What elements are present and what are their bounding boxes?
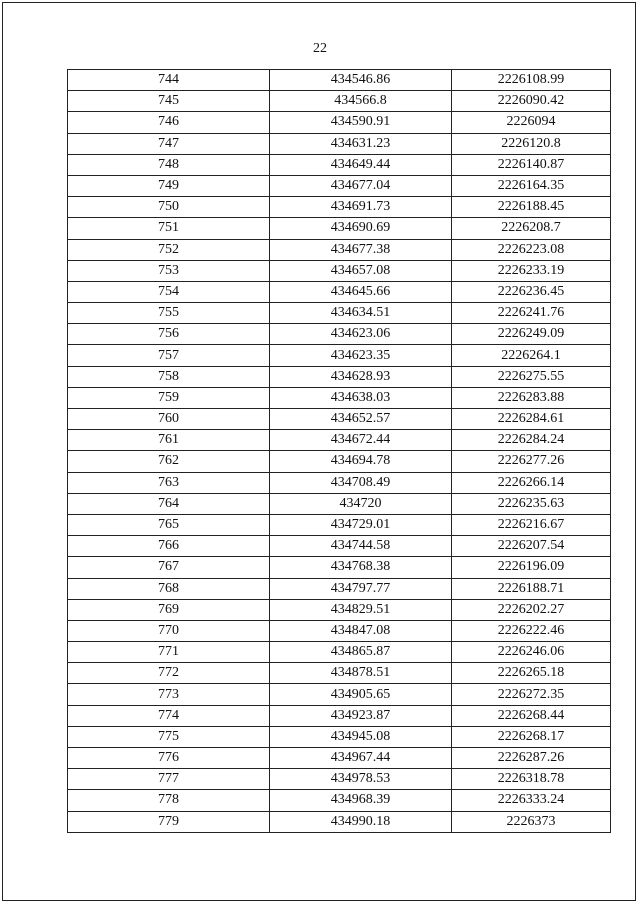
point-number-cell: 768 xyxy=(68,578,270,599)
y-coordinate-cell: 2226275.55 xyxy=(452,366,611,387)
table-row xyxy=(68,748,611,769)
point-number-cell: 769 xyxy=(68,599,270,620)
x-coordinate-cell: 434768.38 xyxy=(270,557,452,578)
y-coordinate-cell: 2226287.26 xyxy=(452,748,611,769)
x-coordinate-cell: 434797.77 xyxy=(270,578,452,599)
y-coordinate-cell: 2226108.99 xyxy=(452,70,611,91)
x-coordinate-cell: 434645.66 xyxy=(270,281,452,302)
x-coordinate-cell: 434878.51 xyxy=(270,663,452,684)
point-number-cell: 758 xyxy=(68,366,270,387)
table-row xyxy=(68,790,611,811)
table-row xyxy=(68,811,611,832)
point-number-cell: 772 xyxy=(68,663,270,684)
x-coordinate-cell: 434744.58 xyxy=(270,536,452,557)
table-row xyxy=(68,642,611,663)
table-row xyxy=(68,578,611,599)
point-number-cell: 745 xyxy=(68,91,270,112)
y-coordinate-cell: 2226318.78 xyxy=(452,769,611,790)
table-row xyxy=(68,303,611,324)
table-row xyxy=(68,197,611,218)
point-number-cell: 744 xyxy=(68,70,270,91)
table-row xyxy=(68,112,611,133)
point-number-cell: 777 xyxy=(68,769,270,790)
point-number-cell: 754 xyxy=(68,281,270,302)
table-row xyxy=(68,154,611,175)
x-coordinate-cell: 434657.08 xyxy=(270,260,452,281)
x-coordinate-cell: 434691.73 xyxy=(270,197,452,218)
y-coordinate-cell: 2226223.08 xyxy=(452,239,611,260)
x-coordinate-cell: 434634.51 xyxy=(270,303,452,324)
y-coordinate-cell: 2226266.14 xyxy=(452,472,611,493)
x-coordinate-cell: 434829.51 xyxy=(270,599,452,620)
point-number-cell: 760 xyxy=(68,409,270,430)
y-coordinate-cell: 2226222.46 xyxy=(452,620,611,641)
x-coordinate-cell: 434978.53 xyxy=(270,769,452,790)
point-number-cell: 762 xyxy=(68,451,270,472)
point-number-cell: 750 xyxy=(68,197,270,218)
point-number-cell: 774 xyxy=(68,705,270,726)
point-number-cell: 757 xyxy=(68,345,270,366)
table-row xyxy=(68,324,611,345)
y-coordinate-cell: 2226164.35 xyxy=(452,175,611,196)
table-row xyxy=(68,620,611,641)
y-coordinate-cell: 2226241.76 xyxy=(452,303,611,324)
point-number-cell: 763 xyxy=(68,472,270,493)
point-number-cell: 776 xyxy=(68,748,270,769)
x-coordinate-cell: 434968.39 xyxy=(270,790,452,811)
point-number-cell: 779 xyxy=(68,811,270,832)
point-number-cell: 775 xyxy=(68,726,270,747)
x-coordinate-cell: 434677.04 xyxy=(270,175,452,196)
x-coordinate-cell: 434649.44 xyxy=(270,154,452,175)
y-coordinate-cell: 2226249.09 xyxy=(452,324,611,345)
x-coordinate-cell: 434672.44 xyxy=(270,430,452,451)
x-coordinate-cell: 434623.06 xyxy=(270,324,452,345)
y-coordinate-cell: 2226246.06 xyxy=(452,642,611,663)
x-coordinate-cell: 434694.78 xyxy=(270,451,452,472)
table-row xyxy=(68,281,611,302)
y-coordinate-cell: 2226284.61 xyxy=(452,409,611,430)
table-row xyxy=(68,514,611,535)
table-row xyxy=(68,218,611,239)
y-coordinate-cell: 2226333.24 xyxy=(452,790,611,811)
x-coordinate-cell: 434631.23 xyxy=(270,133,452,154)
table-row xyxy=(68,493,611,514)
table-row xyxy=(68,91,611,112)
x-coordinate-cell: 434677.38 xyxy=(270,239,452,260)
coordinates-table xyxy=(67,69,611,833)
x-coordinate-cell: 434720 xyxy=(270,493,452,514)
table-row xyxy=(68,472,611,493)
point-number-cell: 771 xyxy=(68,642,270,663)
table-row xyxy=(68,239,611,260)
table-row xyxy=(68,366,611,387)
point-number-cell: 766 xyxy=(68,536,270,557)
y-coordinate-cell: 2226268.44 xyxy=(452,705,611,726)
y-coordinate-cell: 2226208.7 xyxy=(452,218,611,239)
table-row xyxy=(68,175,611,196)
point-number-cell: 773 xyxy=(68,684,270,705)
point-number-cell: 770 xyxy=(68,620,270,641)
point-number-cell: 778 xyxy=(68,790,270,811)
y-coordinate-cell: 2226284.24 xyxy=(452,430,611,451)
x-coordinate-cell: 434905.65 xyxy=(270,684,452,705)
table-row xyxy=(68,705,611,726)
point-number-cell: 748 xyxy=(68,154,270,175)
y-coordinate-cell: 2226283.88 xyxy=(452,387,611,408)
point-number-cell: 756 xyxy=(68,324,270,345)
point-number-cell: 765 xyxy=(68,514,270,535)
point-number-cell: 761 xyxy=(68,430,270,451)
y-coordinate-cell: 2226140.87 xyxy=(452,154,611,175)
y-coordinate-cell: 2226207.54 xyxy=(452,536,611,557)
table-row xyxy=(68,726,611,747)
y-coordinate-cell: 2226236.45 xyxy=(452,281,611,302)
y-coordinate-cell: 2226277.26 xyxy=(452,451,611,472)
x-coordinate-cell: 434652.57 xyxy=(270,409,452,430)
y-coordinate-cell: 2226264.1 xyxy=(452,345,611,366)
x-coordinate-cell: 434546.86 xyxy=(270,70,452,91)
x-coordinate-cell: 434967.44 xyxy=(270,748,452,769)
table-row xyxy=(68,451,611,472)
x-coordinate-cell: 434729.01 xyxy=(270,514,452,535)
x-coordinate-cell: 434847.08 xyxy=(270,620,452,641)
table-row xyxy=(68,663,611,684)
table-row xyxy=(68,684,611,705)
y-coordinate-cell: 2226373 xyxy=(452,811,611,832)
point-number-cell: 751 xyxy=(68,218,270,239)
x-coordinate-cell: 434945.08 xyxy=(270,726,452,747)
x-coordinate-cell: 434623.35 xyxy=(270,345,452,366)
y-coordinate-cell: 2226090.42 xyxy=(452,91,611,112)
x-coordinate-cell: 434566.8 xyxy=(270,91,452,112)
y-coordinate-cell: 2226196.09 xyxy=(452,557,611,578)
y-coordinate-cell: 2226188.45 xyxy=(452,197,611,218)
x-coordinate-cell: 434990.18 xyxy=(270,811,452,832)
table-row xyxy=(68,769,611,790)
page-number: 22 xyxy=(313,41,327,56)
y-coordinate-cell: 2226268.17 xyxy=(452,726,611,747)
y-coordinate-cell: 2226216.67 xyxy=(452,514,611,535)
point-number-cell: 753 xyxy=(68,260,270,281)
x-coordinate-cell: 434708.49 xyxy=(270,472,452,493)
table-row xyxy=(68,345,611,366)
x-coordinate-cell: 434638.03 xyxy=(270,387,452,408)
point-number-cell: 749 xyxy=(68,175,270,196)
x-coordinate-cell: 434690.69 xyxy=(270,218,452,239)
table-row xyxy=(68,409,611,430)
point-number-cell: 755 xyxy=(68,303,270,324)
y-coordinate-cell: 2226094 xyxy=(452,112,611,133)
table-row xyxy=(68,387,611,408)
x-coordinate-cell: 434628.93 xyxy=(270,366,452,387)
y-coordinate-cell: 2226235.63 xyxy=(452,493,611,514)
table-row xyxy=(68,536,611,557)
point-number-cell: 759 xyxy=(68,387,270,408)
table-row xyxy=(68,260,611,281)
table-row xyxy=(68,599,611,620)
coordinates-table-body xyxy=(68,70,611,833)
y-coordinate-cell: 2226202.27 xyxy=(452,599,611,620)
point-number-cell: 746 xyxy=(68,112,270,133)
table-row xyxy=(68,133,611,154)
point-number-cell: 767 xyxy=(68,557,270,578)
point-number-cell: 752 xyxy=(68,239,270,260)
point-number-cell: 764 xyxy=(68,493,270,514)
table-row xyxy=(68,557,611,578)
x-coordinate-cell: 434590.91 xyxy=(270,112,452,133)
point-number-cell: 747 xyxy=(68,133,270,154)
y-coordinate-cell: 2226233.19 xyxy=(452,260,611,281)
y-coordinate-cell: 2226272.35 xyxy=(452,684,611,705)
x-coordinate-cell: 434923.87 xyxy=(270,705,452,726)
y-coordinate-cell: 2226120.8 xyxy=(452,133,611,154)
y-coordinate-cell: 2226188.71 xyxy=(452,578,611,599)
table-row xyxy=(68,70,611,91)
x-coordinate-cell: 434865.87 xyxy=(270,642,452,663)
table-row xyxy=(68,430,611,451)
y-coordinate-cell: 2226265.18 xyxy=(452,663,611,684)
